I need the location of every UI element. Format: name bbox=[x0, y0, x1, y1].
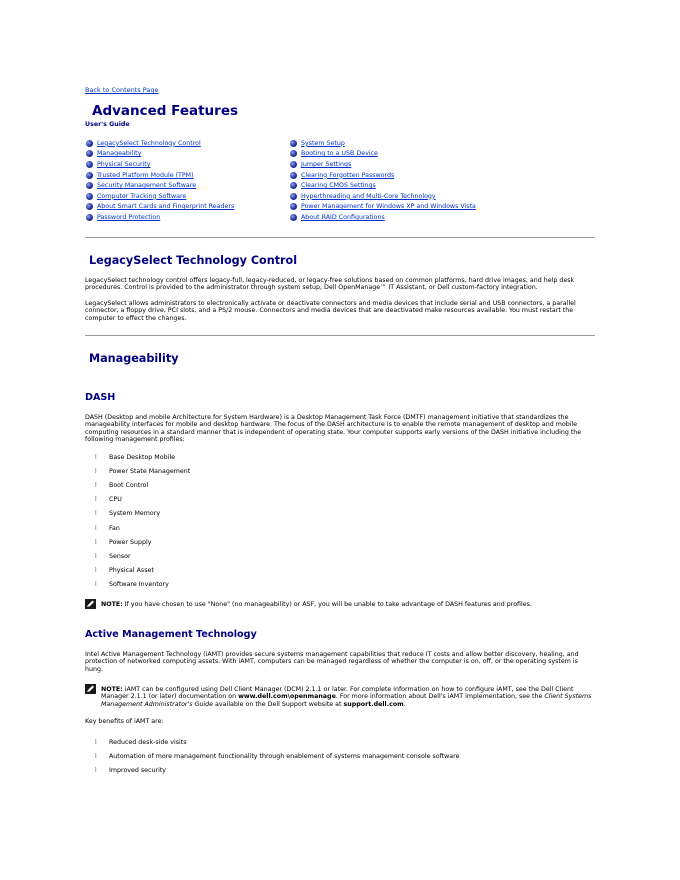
amt-paragraph: Intel Active Management Technology (iAMT) provides secure systems management capabilities that reduce IT costs and allow better discovery, healing, and protection of networked computing assets. With iAMT, computers can be managed regardless of whether the computer is on, off, or the operating system is hung. bbox=[85, 651, 579, 673]
list-item: l Fan bbox=[95, 524, 120, 532]
note-pencil-icon bbox=[85, 684, 96, 694]
bullet-icon bbox=[290, 172, 297, 179]
toc-link-smart-cards[interactable]: About Smart Cards and Fingerprint Readers bbox=[97, 203, 235, 211]
list-marker: l bbox=[95, 581, 97, 589]
note-label: NOTE: bbox=[101, 601, 123, 608]
note-iamt: NOTE: iAMT can be configured using Dell Client Manager (DCM) 2.1.1 or later. For complete information on how to configure iAMT, see the Dell Client Manager 2.1.1 (or later) documentation on www.dell.com\openmanage. For more information about Dell's iAMT implementation, see the Client Systems Management Administrator's Guide available on the Dell Support website at support.dell.com. bbox=[85, 684, 595, 708]
note-dash bbox=[85, 599, 595, 609]
benefits-list bbox=[95, 735, 459, 778]
page-subtitle: User's Guide bbox=[85, 121, 130, 128]
section-divider bbox=[85, 237, 595, 238]
page-title: Advanced Features bbox=[92, 103, 239, 119]
note-pencil-icon bbox=[85, 599, 96, 609]
bullet-icon bbox=[86, 150, 93, 157]
dash-profiles-list bbox=[95, 450, 190, 592]
toc-link-usb-boot[interactable]: Booting to a USB Device bbox=[301, 150, 378, 158]
bullet-icon bbox=[86, 172, 93, 179]
toc-link-clearing-cmos[interactable]: Clearing CMOS Settings bbox=[301, 182, 376, 190]
toc-item bbox=[86, 159, 234, 170]
section-divider bbox=[85, 335, 595, 336]
list-marker: l bbox=[95, 524, 97, 532]
bullet-icon bbox=[290, 203, 297, 210]
dash-heading: DASH bbox=[85, 392, 116, 403]
toc-link-manageability[interactable]: Manageability bbox=[97, 150, 142, 158]
toc-item bbox=[290, 191, 476, 202]
bullet-icon bbox=[290, 214, 297, 221]
toc-item bbox=[290, 138, 476, 149]
toc-item bbox=[86, 138, 234, 149]
list-item: l Improved security bbox=[95, 766, 167, 774]
list-item: l Physical Asset bbox=[95, 567, 154, 575]
bullet-icon bbox=[86, 203, 93, 210]
bullet-icon bbox=[86, 182, 93, 189]
list-item: l CPU bbox=[95, 496, 122, 504]
bullet-icon bbox=[290, 150, 297, 157]
list-marker: l bbox=[95, 481, 97, 489]
list-item: l Reduced desk-side visits bbox=[95, 738, 187, 746]
toc-link-hyperthreading[interactable]: Hyperthreading and Multi-Core Technology bbox=[301, 192, 436, 200]
list-marker: l bbox=[95, 453, 97, 461]
benefits-intro: Key benefits of iAMT are: bbox=[85, 718, 164, 725]
legacyselect-paragraph-1: LegacySelect technology control offers legacy-full, legacy-reduced, or legacy-free solutions based on common platforms, hard drive images, and help desk procedures. Control is provided to the administrator through system setup, Dell OpenManage™ IT Assistant, or Dell custom-factory integration. bbox=[85, 277, 575, 292]
toc-item bbox=[290, 202, 476, 213]
list-item: l Power Supply bbox=[95, 538, 152, 546]
list-marker: l bbox=[95, 496, 97, 504]
legacyselect-heading: LegacySelect Technology Control bbox=[89, 254, 298, 267]
toc-item bbox=[290, 212, 476, 223]
toc-item bbox=[86, 212, 234, 223]
toc-link-password-protection[interactable]: Password Protection bbox=[97, 213, 161, 221]
bullet-icon bbox=[290, 193, 297, 200]
amt-heading: Active Management Technology bbox=[85, 629, 257, 640]
list-marker: l bbox=[95, 752, 97, 760]
list-marker: l bbox=[95, 467, 97, 475]
legacyselect-paragraph-2: LegacySelect allows administrators to electronically activate or deactivate connectors and media devices that include serial and USB connectors, a parallel connector, a floppy drive, PCI slots, and a PS/2 mouse. Connectors and media devices that are deactivated make resources available. You must restart the computer to effect the changes. bbox=[85, 300, 576, 322]
toc-item bbox=[86, 191, 234, 202]
list-item: l Boot Control bbox=[95, 481, 149, 489]
toc-link-system-setup[interactable]: System Setup bbox=[301, 139, 345, 147]
toc-item bbox=[86, 202, 234, 213]
list-marker: l bbox=[95, 738, 97, 746]
bullet-icon bbox=[86, 193, 93, 200]
list-item: l Sensor bbox=[95, 552, 131, 560]
list-item: l Automation of more management functionality through enablement of systems management console software bbox=[95, 752, 460, 760]
bullet-icon bbox=[290, 140, 297, 147]
list-marker: l bbox=[95, 766, 97, 774]
toc-right-list bbox=[290, 138, 476, 223]
list-marker: l bbox=[95, 510, 97, 518]
list-item: l Software Inventory bbox=[95, 581, 169, 589]
list-item: l System Memory bbox=[95, 510, 161, 518]
toc-link-power-management[interactable]: Power Management for Windows XP and Windows Vista bbox=[301, 203, 476, 211]
toc-item bbox=[290, 159, 476, 170]
toc-link-jumper-settings[interactable]: Jumper Settings bbox=[301, 160, 352, 168]
toc-item bbox=[290, 149, 476, 160]
note-label: NOTE: bbox=[101, 686, 123, 693]
toc-item bbox=[86, 149, 234, 160]
toc-link-physical-security[interactable]: Physical Security bbox=[97, 160, 151, 168]
list-marker: l bbox=[95, 552, 97, 560]
bullet-icon bbox=[290, 161, 297, 168]
toc-item bbox=[290, 170, 476, 181]
bullet-icon bbox=[86, 161, 93, 168]
toc-link-security-software[interactable]: Security Management Software bbox=[97, 182, 197, 190]
toc-link-raid[interactable]: About RAID Configurations bbox=[301, 213, 385, 221]
list-item: l Base Desktop Mobile bbox=[95, 453, 175, 461]
toc-item bbox=[86, 170, 234, 181]
toc-left-list bbox=[86, 138, 234, 223]
toc-item bbox=[290, 180, 476, 191]
toc-link-legacyselect[interactable]: LegacySelect Technology Control bbox=[97, 139, 201, 147]
bullet-icon bbox=[86, 140, 93, 147]
list-marker: l bbox=[95, 538, 97, 546]
toc-link-tpm[interactable]: Trusted Platform Module (TPM) bbox=[97, 171, 194, 179]
toc-link-tracking-software[interactable]: Computer Tracking Software bbox=[97, 192, 187, 200]
list-item: l Power State Management bbox=[95, 467, 191, 475]
bullet-icon bbox=[86, 214, 93, 221]
toc-link-clearing-passwords[interactable]: Clearing Forgotten Passwords bbox=[301, 171, 395, 179]
note-text: If you have chosen to use "None" (no manageability) or ASF, you will be unable to take advantage of DASH features and profiles. bbox=[124, 601, 532, 608]
bullet-icon bbox=[290, 182, 297, 189]
dash-paragraph: DASH (Desktop and mobile Architecture for System Hardware) is a Desktop Management Task Force (DMTF) management initiative that standardizes the manageability interfaces for mobile and desktop hardware. The focus of the DASH architecture is to enable the remote management of desktop and mobile computing resources in a standard manner that is independent of operating state. Your computer supports early versions of the DASH initiative including the following management profiles: bbox=[85, 414, 582, 444]
list-marker: l bbox=[95, 567, 97, 575]
back-to-contents-link[interactable]: Back to Contents Page bbox=[85, 86, 159, 94]
manageability-heading: Manageability bbox=[89, 352, 179, 365]
toc-item bbox=[86, 180, 234, 191]
